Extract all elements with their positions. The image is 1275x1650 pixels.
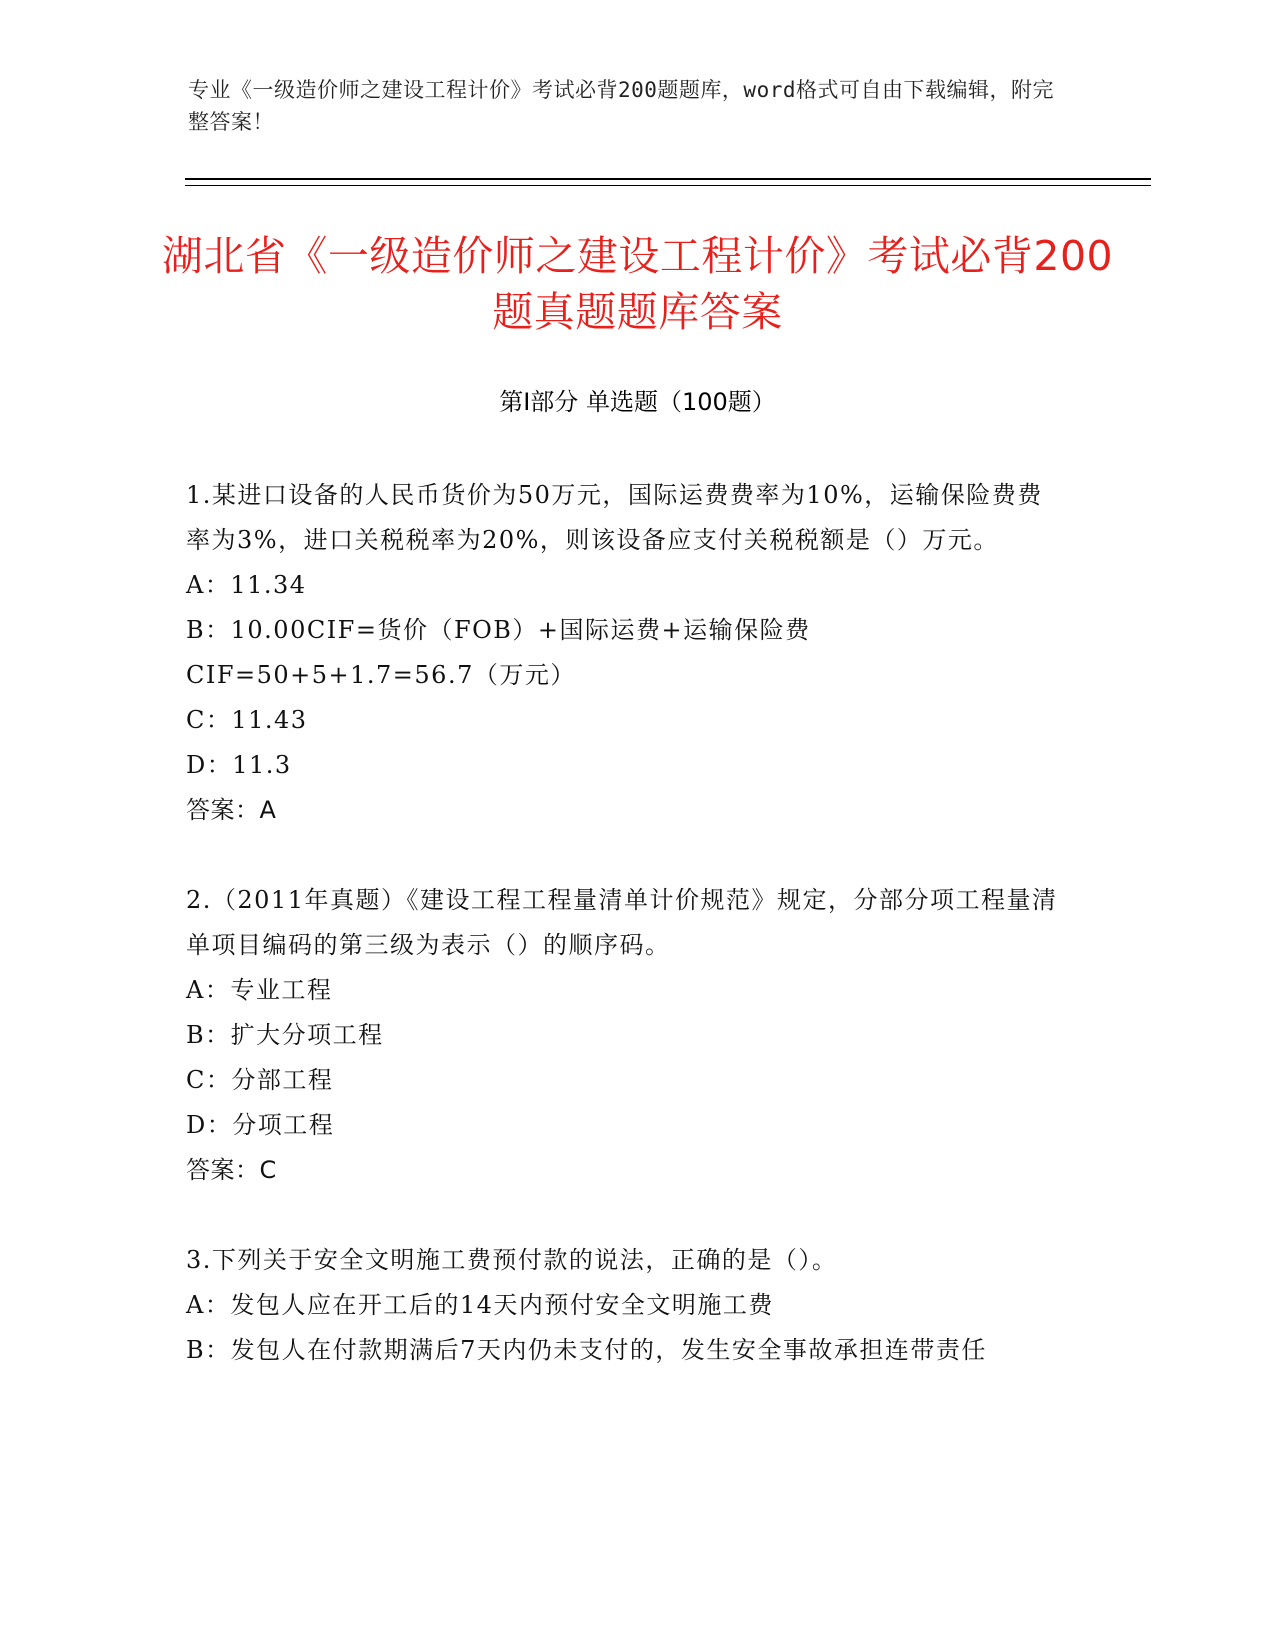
option-a: A：专业工程 <box>186 976 333 1004</box>
question-stem: 3.下列关于安全文明施工费预付款的说法，正确的是（）。 <box>186 1246 838 1274</box>
question-stem: 2.（2011年真题）《建设工程工程量清单计价规范》规定，分部分项工程量清单项目编码的第三级为表示（）的顺序码。 <box>186 886 1058 959</box>
answer: 答案：A <box>186 796 277 824</box>
question-stem: 1.某进口设备的人民币货价为50万元，国际运费费率为10%，运输保险费费率为3%，进口关税税率为20%，则该设备应支付关税税额是（）万元。 <box>186 481 1043 554</box>
option-b: B：发包人在付款期满后7天内仍未支付的，发生安全事故承担连带责任 <box>186 1336 987 1364</box>
option-a: A：11.34 <box>186 571 307 599</box>
question-2 <box>186 878 1066 1193</box>
question-1 <box>186 473 1066 833</box>
answer: 答案：C <box>186 1156 277 1184</box>
option-d: D：11.3 <box>186 751 292 779</box>
question-3 <box>186 1238 1066 1373</box>
option-d: D：分项工程 <box>186 1111 335 1139</box>
section-heading: 第Ⅰ部分 单选题（100题） <box>499 388 776 416</box>
option-a: A：发包人应在开工后的14天内预付安全文明施工费 <box>186 1291 774 1319</box>
option-b: B：10.00CIF=货价（FOB）+国际运费+运输保险费CIF=50+5+1.7=56.7（万元） <box>186 616 811 689</box>
option-c: C：11.43 <box>186 706 308 734</box>
document-title: 湖北省《一级造价师之建设工程计价》考试必背200题真题题库答案 <box>161 232 1114 336</box>
question-list <box>186 473 1066 1373</box>
header-divider-thick <box>185 178 1151 180</box>
option-c: C：分部工程 <box>186 1066 334 1094</box>
option-b: B：扩大分项工程 <box>186 1021 384 1049</box>
header-divider-thin <box>185 185 1151 186</box>
header-note: 专业《一级造价师之建设工程计价》考试必背200题题库，word格式可自由下载编辑，附完整答案！ <box>188 78 1054 134</box>
